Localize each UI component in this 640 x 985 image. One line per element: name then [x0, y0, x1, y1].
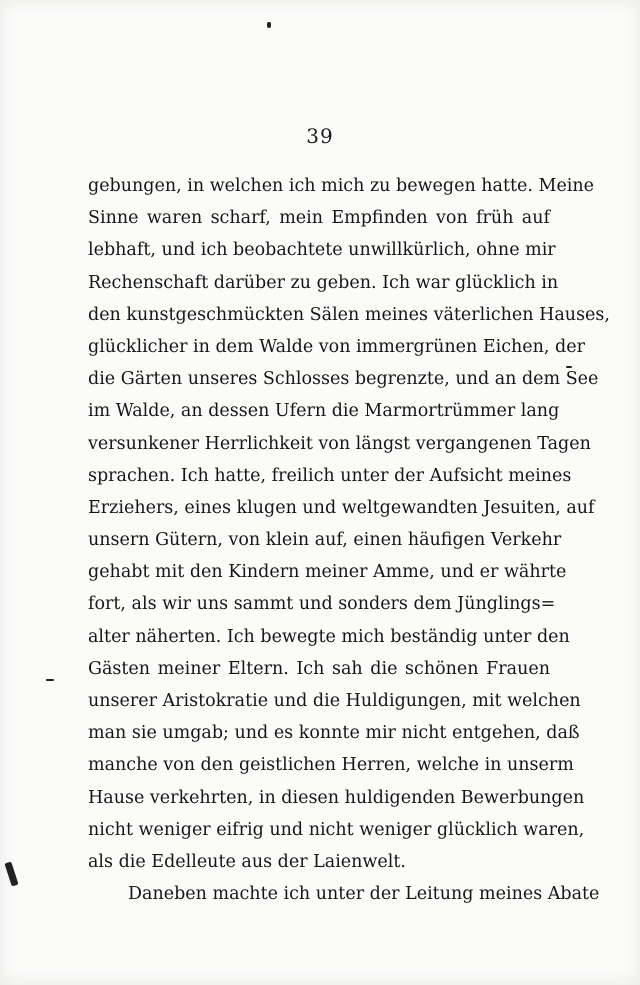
ink-mark-left [46, 679, 54, 681]
text-line: Erziehers, eines klugen und weltgewandten Jesuiten, auf [88, 497, 595, 518]
ink-smudge-left [4, 862, 18, 887]
text-line: unserer Aristokratie und die Huldigungen, mit welchen [88, 691, 581, 711]
text-line: gebungen, in welchen ich mich zu bewegen hatte. Meine [88, 176, 595, 196]
text-line: den kunstgeschmückten Sälen meines väterlichen Hauses, [88, 304, 610, 325]
text-line: lebhaft, und ich beobachtete unwillkürlich, ohne mir [88, 240, 556, 261]
text-line: alter näherten. Ich bewegte mich beständig unter den [88, 626, 570, 647]
text-line: sprachen. Ich hatte, freilich unter der Aufsicht meines [88, 465, 572, 486]
ink-speck-top [267, 22, 271, 28]
text-line: nicht weniger eifrig und nicht weniger glücklich waren, [88, 819, 585, 840]
text-line: im Walde, an dessen Ufern die Marmortrümmer lang [88, 401, 560, 422]
text-line: unsern Gütern, von klein auf, einen häufigen Verkehr [88, 530, 562, 551]
text-line: Sinne waren scharf, mein Empfinden von früh auf [88, 208, 550, 229]
text-line: gehabt mit den Kindern meiner Amme, und er währte [88, 562, 567, 583]
text-line: fort, als wir uns sammt und sonders dem Jünglings= [88, 594, 556, 615]
text-line: versunkener Herrlichkeit von längst vergangenen Tagen [88, 433, 591, 454]
text-line-paragraph-start: Daneben machte ich unter der Leitung meines Abate [128, 884, 600, 905]
text-line: manche von den geistlichen Herren, welche in unserm [88, 755, 574, 776]
page-number: 39 [306, 124, 334, 148]
text-line: man sie umgab; und es konnte mir nicht entgehen, daß [88, 723, 580, 744]
body-text [88, 170, 610, 910]
text-line: glücklicher in dem Walde von immergrünen Eichen, der [88, 336, 585, 357]
text-line: die Gärten unseres Schlosses begrenzte, und an dem See [88, 369, 599, 390]
text-line: Hause verkehrten, in diesen huldigenden Bewerbungen [88, 787, 585, 808]
text-line: Rechenschaft darüber zu geben. Ich war glücklich in [88, 272, 559, 293]
text-line: Gästen meiner Eltern. Ich sah die schönen Frauen [88, 658, 550, 679]
text-line-paragraph-end: als die Edelleute aus der Laienwelt. [88, 851, 406, 872]
ink-mark-right [566, 366, 572, 368]
